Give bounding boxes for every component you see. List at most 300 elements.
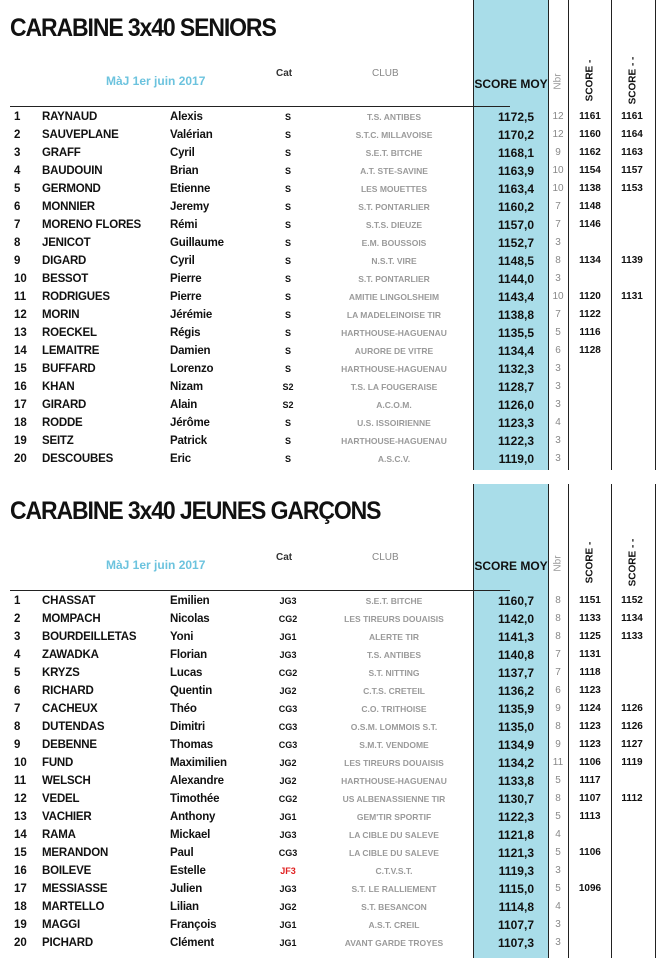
firstname-cell: Thomas: [170, 739, 213, 751]
name-cell: MORIN: [42, 309, 80, 321]
rank-cell: 7: [14, 703, 21, 715]
score-1-cell: 1124: [579, 703, 601, 714]
header-score-moy: SCORE MOY: [474, 559, 548, 573]
table-row: [0, 718, 660, 736]
category-cell: JG2: [279, 758, 297, 768]
category-cell: S: [284, 112, 291, 122]
nbr-cell: 4: [555, 829, 561, 840]
category-cell: CG2: [278, 614, 298, 624]
score-1-cell: 1123: [579, 685, 601, 696]
score-moy-cell: 1160,2: [497, 200, 534, 214]
rank-cell: 15: [14, 847, 27, 859]
header-club: CLUB: [372, 68, 399, 79]
score-moy-cell: 1130,7: [497, 792, 534, 806]
score-moy-cell: 1134,9: [497, 738, 534, 752]
score-moy-cell: 1163,9: [497, 164, 534, 178]
category-cell: JG3: [279, 830, 297, 840]
firstname-cell: Nizam: [170, 381, 203, 393]
category-cell: JG1: [279, 920, 297, 930]
category-cell: S: [284, 202, 291, 212]
table-row: [0, 252, 660, 270]
score-1-cell: 1134: [579, 255, 601, 266]
score-2-cell: 1126: [621, 703, 643, 714]
table-row: [0, 772, 660, 790]
table-row: [0, 396, 660, 414]
nbr-cell: 8: [555, 613, 561, 624]
firstname-cell: Régis: [170, 327, 201, 339]
score-1-cell: 1116: [579, 327, 601, 338]
name-cell: BOILEVE: [42, 865, 92, 877]
table-row: [0, 736, 660, 754]
nbr-cell: 3: [555, 399, 561, 410]
club-cell: T.S. ANTIBES: [367, 112, 421, 122]
rank-cell: 17: [14, 399, 27, 411]
header-rule: [10, 106, 510, 107]
nbr-cell: 5: [555, 327, 561, 338]
update-date: MàJ 1er juin 2017: [106, 558, 206, 572]
score-moy-cell: 1135,5: [497, 326, 534, 340]
score-moy-cell: 1121,3: [497, 846, 534, 860]
name-cell: MERANDON: [42, 847, 109, 859]
firstname-cell: Jérémie: [170, 309, 213, 321]
club-cell: S.T. NITTING: [368, 668, 420, 678]
firstname-cell: Jérôme: [170, 417, 210, 429]
club-cell: LA CIBLE DU SALEVE: [349, 848, 439, 858]
name-cell: MOMPACH: [42, 613, 101, 625]
table-row: [0, 450, 660, 468]
score-moy-cell: 1143,4: [497, 290, 534, 304]
table-row: [0, 700, 660, 718]
club-cell: US ALBENASSIENNE TIR: [342, 794, 446, 804]
score-2-cell: 1161: [621, 111, 643, 122]
score-moy-cell: 1137,7: [497, 666, 534, 680]
category-cell: S: [284, 418, 291, 428]
score-moy-cell: 1142,0: [497, 612, 534, 626]
rank-cell: 17: [14, 883, 27, 895]
nbr-cell: 12: [552, 111, 564, 122]
category-cell: S: [284, 328, 291, 338]
nbr-cell: 3: [555, 865, 561, 876]
nbr-cell: 4: [555, 417, 561, 428]
score-moy-cell: 1157,0: [497, 218, 534, 232]
name-cell: RICHARD: [42, 685, 94, 697]
score-moy-cell: 1140,8: [497, 648, 534, 662]
category-cell: S: [284, 220, 291, 230]
score-2-cell: 1127: [621, 739, 643, 750]
rank-cell: 4: [14, 165, 21, 177]
category-cell: JG2: [279, 776, 297, 786]
name-cell: BOURDEILLETAS: [42, 631, 137, 643]
rank-cell: 2: [14, 613, 21, 625]
rank-cell: 19: [14, 919, 27, 931]
rank-cell: 7: [14, 219, 21, 231]
table-row: [0, 342, 660, 360]
score-1-cell: 1113: [579, 811, 601, 822]
name-cell: MESSIASSE: [42, 883, 108, 895]
score-1-cell: 1162: [579, 147, 601, 158]
update-date: MàJ 1er juin 2017: [106, 74, 206, 88]
club-cell: AVANT GARDE TROYES: [344, 938, 444, 948]
score-moy-cell: 1170,2: [497, 128, 534, 142]
firstname-cell: Mickael: [170, 829, 211, 841]
firstname-cell: Alain: [170, 399, 198, 411]
name-cell: DEBENNE: [42, 739, 97, 751]
firstname-cell: Guillaume: [170, 237, 224, 249]
nbr-cell: 7: [555, 649, 561, 660]
category-cell: S: [284, 310, 291, 320]
name-cell: SAUVEPLANE: [42, 129, 119, 141]
rank-cell: 2: [14, 129, 21, 141]
nbr-cell: 10: [552, 183, 564, 194]
rank-cell: 12: [14, 793, 27, 805]
category-cell: JG2: [279, 902, 297, 912]
name-cell: BAUDOUIN: [42, 165, 103, 177]
name-cell: SEITZ: [42, 435, 74, 447]
club-cell: AURORE DE VITRE: [354, 346, 434, 356]
score-moy-cell: 1121,8: [497, 828, 534, 842]
name-cell: ZAWADKA: [42, 649, 99, 661]
table-row: [0, 610, 660, 628]
name-cell: WELSCH: [42, 775, 91, 787]
club-cell: U.S. ISSOIRIENNE: [357, 418, 431, 428]
table-row: [0, 432, 660, 450]
club-cell: S.T. PONTARLIER: [358, 274, 430, 284]
nbr-cell: 7: [555, 667, 561, 678]
firstname-cell: Florian: [170, 649, 207, 661]
firstname-cell: Lorenzo: [170, 363, 214, 375]
table-row: [0, 808, 660, 826]
nbr-cell: 5: [555, 847, 561, 858]
rank-cell: 15: [14, 363, 27, 375]
club-cell: S.M.T. VENDOME: [359, 740, 429, 750]
rank-cell: 19: [14, 435, 27, 447]
nbr-cell: 11: [552, 757, 564, 768]
score-1-cell: 1151: [579, 595, 601, 606]
section-title: CARABINE 3x40 JEUNES GARÇONS: [10, 497, 381, 525]
club-cell: HARTHOUSE-HAGUENAU: [341, 328, 447, 338]
club-cell: S.T.S. DIEUZE: [365, 220, 423, 230]
category-cell: S: [284, 166, 291, 176]
score-moy-cell: 1114,8: [498, 900, 534, 914]
header-nbr: Nbr: [552, 555, 564, 572]
club-cell: N.S.T. VIRE: [371, 256, 417, 266]
score-1-cell: 1096: [578, 883, 602, 894]
club-cell: AMITIE LINGOLSHEIM: [348, 292, 440, 302]
rank-cell: 6: [14, 685, 21, 697]
firstname-cell: Julien: [170, 883, 203, 895]
category-cell: CG3: [278, 704, 298, 714]
club-cell: S.T. LE RALLIEMENT: [351, 884, 437, 894]
score-moy-cell: 1172,5: [497, 110, 534, 124]
score-2-cell: 1157: [621, 165, 643, 176]
score-moy-cell: 1152,7: [497, 236, 534, 250]
club-cell: T.S. ANTIBES: [367, 650, 421, 660]
score-1-cell: 1125: [579, 631, 601, 642]
rank-cell: 11: [14, 291, 27, 303]
table-row: [0, 360, 660, 378]
name-cell: GIRARD: [42, 399, 87, 411]
category-cell: JG1: [279, 632, 297, 642]
name-cell: MONNIER: [42, 201, 95, 213]
score-2-cell: 1112: [621, 793, 643, 804]
score-1-cell: 1133: [579, 613, 601, 624]
rank-cell: 13: [14, 811, 27, 823]
score-moy-cell: 1134,2: [497, 756, 534, 770]
nbr-cell: 3: [555, 937, 561, 948]
score-1-cell: 1106: [579, 847, 601, 858]
firstname-cell: Damien: [170, 345, 211, 357]
table-row: [0, 234, 660, 252]
firstname-cell: Alexis: [170, 111, 203, 123]
rank-cell: 14: [14, 829, 27, 841]
category-cell: JG3: [279, 884, 297, 894]
nbr-cell: 5: [555, 883, 561, 894]
name-cell: ROECKEL: [42, 327, 97, 339]
firstname-cell: Jeremy: [170, 201, 210, 213]
score-moy-cell: 1148,5: [497, 254, 534, 268]
score-1-cell: 1148: [579, 201, 601, 212]
score-1-cell: 1161: [579, 111, 601, 122]
club-cell: LA CIBLE DU SALEVE: [349, 830, 439, 840]
nbr-cell: 8: [555, 793, 561, 804]
firstname-cell: Théo: [170, 703, 197, 715]
table-row: [0, 378, 660, 396]
score-moy-cell: 1115,0: [498, 882, 534, 896]
table-row: [0, 270, 660, 288]
category-cell: S: [284, 436, 291, 446]
score-1-cell: 1107: [579, 793, 601, 804]
rank-cell: 5: [14, 183, 21, 195]
name-cell: VEDEL: [42, 793, 80, 805]
rank-cell: 14: [14, 345, 27, 357]
header-score-1: SCORE -: [584, 541, 596, 584]
score-moy-cell: 1136,2: [497, 684, 534, 698]
firstname-cell: Pierre: [170, 273, 202, 285]
club-cell: E.M. BOUSSOIS: [361, 238, 427, 248]
nbr-cell: 12: [552, 129, 564, 140]
section-jeunes-garcons: [0, 484, 660, 958]
rank-cell: 16: [14, 381, 27, 393]
score-1-cell: 1118: [579, 667, 601, 678]
score-moy-cell: 1135,0: [497, 720, 534, 734]
score-moy-cell: 1135,9: [497, 702, 534, 716]
score-2-cell: 1119: [621, 757, 643, 768]
rank-cell: 10: [14, 757, 27, 769]
firstname-cell: Paul: [170, 847, 194, 859]
firstname-cell: Rémi: [170, 219, 198, 231]
firstname-cell: Brian: [170, 165, 199, 177]
score-2-cell: 1126: [621, 721, 643, 732]
firstname-cell: Maximilien: [170, 757, 227, 769]
firstname-cell: Eric: [170, 453, 191, 465]
score-moy-cell: 1107,7: [497, 918, 534, 932]
firstname-cell: Etienne: [170, 183, 211, 195]
name-cell: CACHEUX: [42, 703, 98, 715]
name-cell: PICHARD: [42, 937, 93, 949]
category-cell: CG3: [278, 722, 298, 732]
score-moy-cell: 1122,3: [497, 810, 534, 824]
firstname-cell: Yoni: [170, 631, 194, 643]
rank-cell: 6: [14, 201, 21, 213]
firstname-cell: Pierre: [170, 291, 202, 303]
club-cell: ALERTE TIR: [368, 632, 420, 642]
club-cell: LA MADELEINOISE TIR: [346, 310, 442, 320]
firstname-cell: Emilien: [170, 595, 210, 607]
club-cell: T.S. LA FOUGERAISE: [350, 382, 438, 392]
score-moy-cell: 1168,1: [497, 146, 534, 160]
table-row: [0, 144, 660, 162]
category-cell: S2: [282, 400, 294, 410]
score-moy-cell: 1160,7: [497, 594, 534, 608]
firstname-cell: Timothée: [170, 793, 220, 805]
table-row: [0, 898, 660, 916]
rank-cell: 20: [14, 937, 27, 949]
table-row: [0, 180, 660, 198]
firstname-cell: Lilian: [170, 901, 199, 913]
score-moy-cell: 1163,4: [497, 182, 534, 196]
name-cell: GERMOND: [42, 183, 101, 195]
name-cell: BUFFARD: [42, 363, 96, 375]
club-cell: GEM'TIR SPORTIF: [356, 812, 432, 822]
firstname-cell: François: [170, 919, 217, 931]
name-cell: DUTENDAS: [42, 721, 105, 733]
score-1-cell: 1122: [579, 309, 601, 320]
table-row: [0, 934, 660, 952]
name-cell: RAMA: [42, 829, 76, 841]
nbr-cell: 7: [555, 201, 561, 212]
nbr-cell: 3: [555, 381, 561, 392]
table-row: [0, 162, 660, 180]
rank-cell: 11: [14, 775, 27, 787]
rank-cell: 18: [14, 901, 27, 913]
nbr-cell: 7: [555, 309, 561, 320]
header-cat: Cat: [276, 552, 293, 563]
score-2-cell: 1133: [621, 631, 643, 642]
table-row: [0, 324, 660, 342]
nbr-cell: 8: [555, 595, 561, 606]
category-cell: JG2: [279, 686, 297, 696]
table-row: [0, 916, 660, 934]
score-1-cell: 1117: [579, 775, 601, 786]
table-row: [0, 880, 660, 898]
table-row: [0, 790, 660, 808]
header-score-2: SCORE - -: [627, 56, 639, 105]
table-row: [0, 862, 660, 880]
table-row: [0, 646, 660, 664]
name-cell: BESSOT: [42, 273, 89, 285]
score-moy-cell: 1123,3: [497, 416, 534, 430]
header-score-2: SCORE - -: [627, 538, 639, 587]
table-row: [0, 826, 660, 844]
score-2-cell: 1139: [621, 255, 643, 266]
header-cat: Cat: [276, 68, 293, 79]
name-cell: JENICOT: [42, 237, 91, 249]
name-cell: RAYNAUD: [42, 111, 98, 123]
nbr-cell: 9: [555, 703, 561, 714]
category-cell: S2: [282, 382, 294, 392]
table-row: [0, 306, 660, 324]
category-cell: S: [284, 238, 291, 248]
score-2-cell: 1163: [621, 147, 643, 158]
category-cell: S: [284, 256, 291, 266]
name-cell: GRAFF: [42, 147, 81, 159]
score-1-cell: 1123: [579, 739, 601, 750]
table-row: [0, 288, 660, 306]
table-row: [0, 664, 660, 682]
name-cell: FUND: [42, 757, 74, 769]
rank-cell: 5: [14, 667, 21, 679]
score-1-cell: 1128: [579, 345, 601, 356]
score-moy-cell: 1126,0: [497, 398, 534, 412]
firstname-cell: Clément: [170, 937, 214, 949]
nbr-cell: 6: [555, 345, 561, 356]
category-cell: S: [284, 454, 291, 464]
header-club: CLUB: [372, 552, 399, 563]
name-cell: KRYZS: [42, 667, 80, 679]
score-1-cell: 1160: [579, 129, 601, 140]
rank-cell: 16: [14, 865, 27, 877]
category-cell: S: [284, 292, 291, 302]
name-cell: CHASSAT: [42, 595, 96, 607]
table-row: [0, 414, 660, 432]
firstname-cell: Lucas: [170, 667, 203, 679]
category-cell: S: [284, 274, 291, 284]
nbr-cell: 3: [555, 363, 561, 374]
table-row: [0, 216, 660, 234]
table-row: [0, 628, 660, 646]
score-1-cell: 1106: [579, 757, 601, 768]
club-cell: HARTHOUSE-HAGUENAU: [341, 776, 447, 786]
firstname-cell: Cyril: [170, 147, 195, 159]
rank-cell: 8: [14, 237, 21, 249]
club-cell: S.E.T. BITCHE: [365, 596, 423, 606]
nbr-cell: 3: [555, 237, 561, 248]
name-cell: RODDE: [42, 417, 83, 429]
club-cell: S.T. PONTARLIER: [358, 202, 430, 212]
nbr-cell: 3: [555, 435, 561, 446]
name-cell: DESCOUBES: [42, 453, 114, 465]
rank-cell: 4: [14, 649, 21, 661]
score-1-cell: 1120: [579, 291, 601, 302]
rank-cell: 9: [14, 739, 21, 751]
nbr-cell: 9: [555, 147, 561, 158]
club-cell: C.T.S. CRETEIL: [363, 686, 425, 696]
rank-cell: 9: [14, 255, 21, 267]
score-1-cell: 1146: [579, 219, 601, 230]
club-cell: S.E.T. BITCHE: [365, 148, 423, 158]
category-cell: JF3: [280, 866, 296, 876]
rank-cell: 20: [14, 453, 27, 465]
club-cell: S.T. BESANCON: [361, 902, 427, 912]
nbr-cell: 10: [552, 291, 564, 302]
score-1-cell: 1138: [579, 183, 601, 194]
firstname-cell: Anthony: [170, 811, 216, 823]
nbr-cell: 6: [555, 685, 561, 696]
score-2-cell: 1134: [621, 613, 643, 624]
score-moy-cell: 1138,8: [497, 308, 534, 322]
nbr-cell: 5: [555, 775, 561, 786]
table-row: [0, 682, 660, 700]
nbr-cell: 8: [555, 631, 561, 642]
category-cell: JG1: [279, 938, 297, 948]
table-row: [0, 754, 660, 772]
rank-cell: 1: [14, 595, 21, 607]
club-cell: LES TIREURS DOUAISIS: [344, 758, 444, 768]
score-moy-cell: 1134,4: [497, 344, 534, 358]
header-nbr: Nbr: [552, 73, 564, 90]
table-row: [0, 198, 660, 216]
category-cell: JG3: [279, 650, 297, 660]
